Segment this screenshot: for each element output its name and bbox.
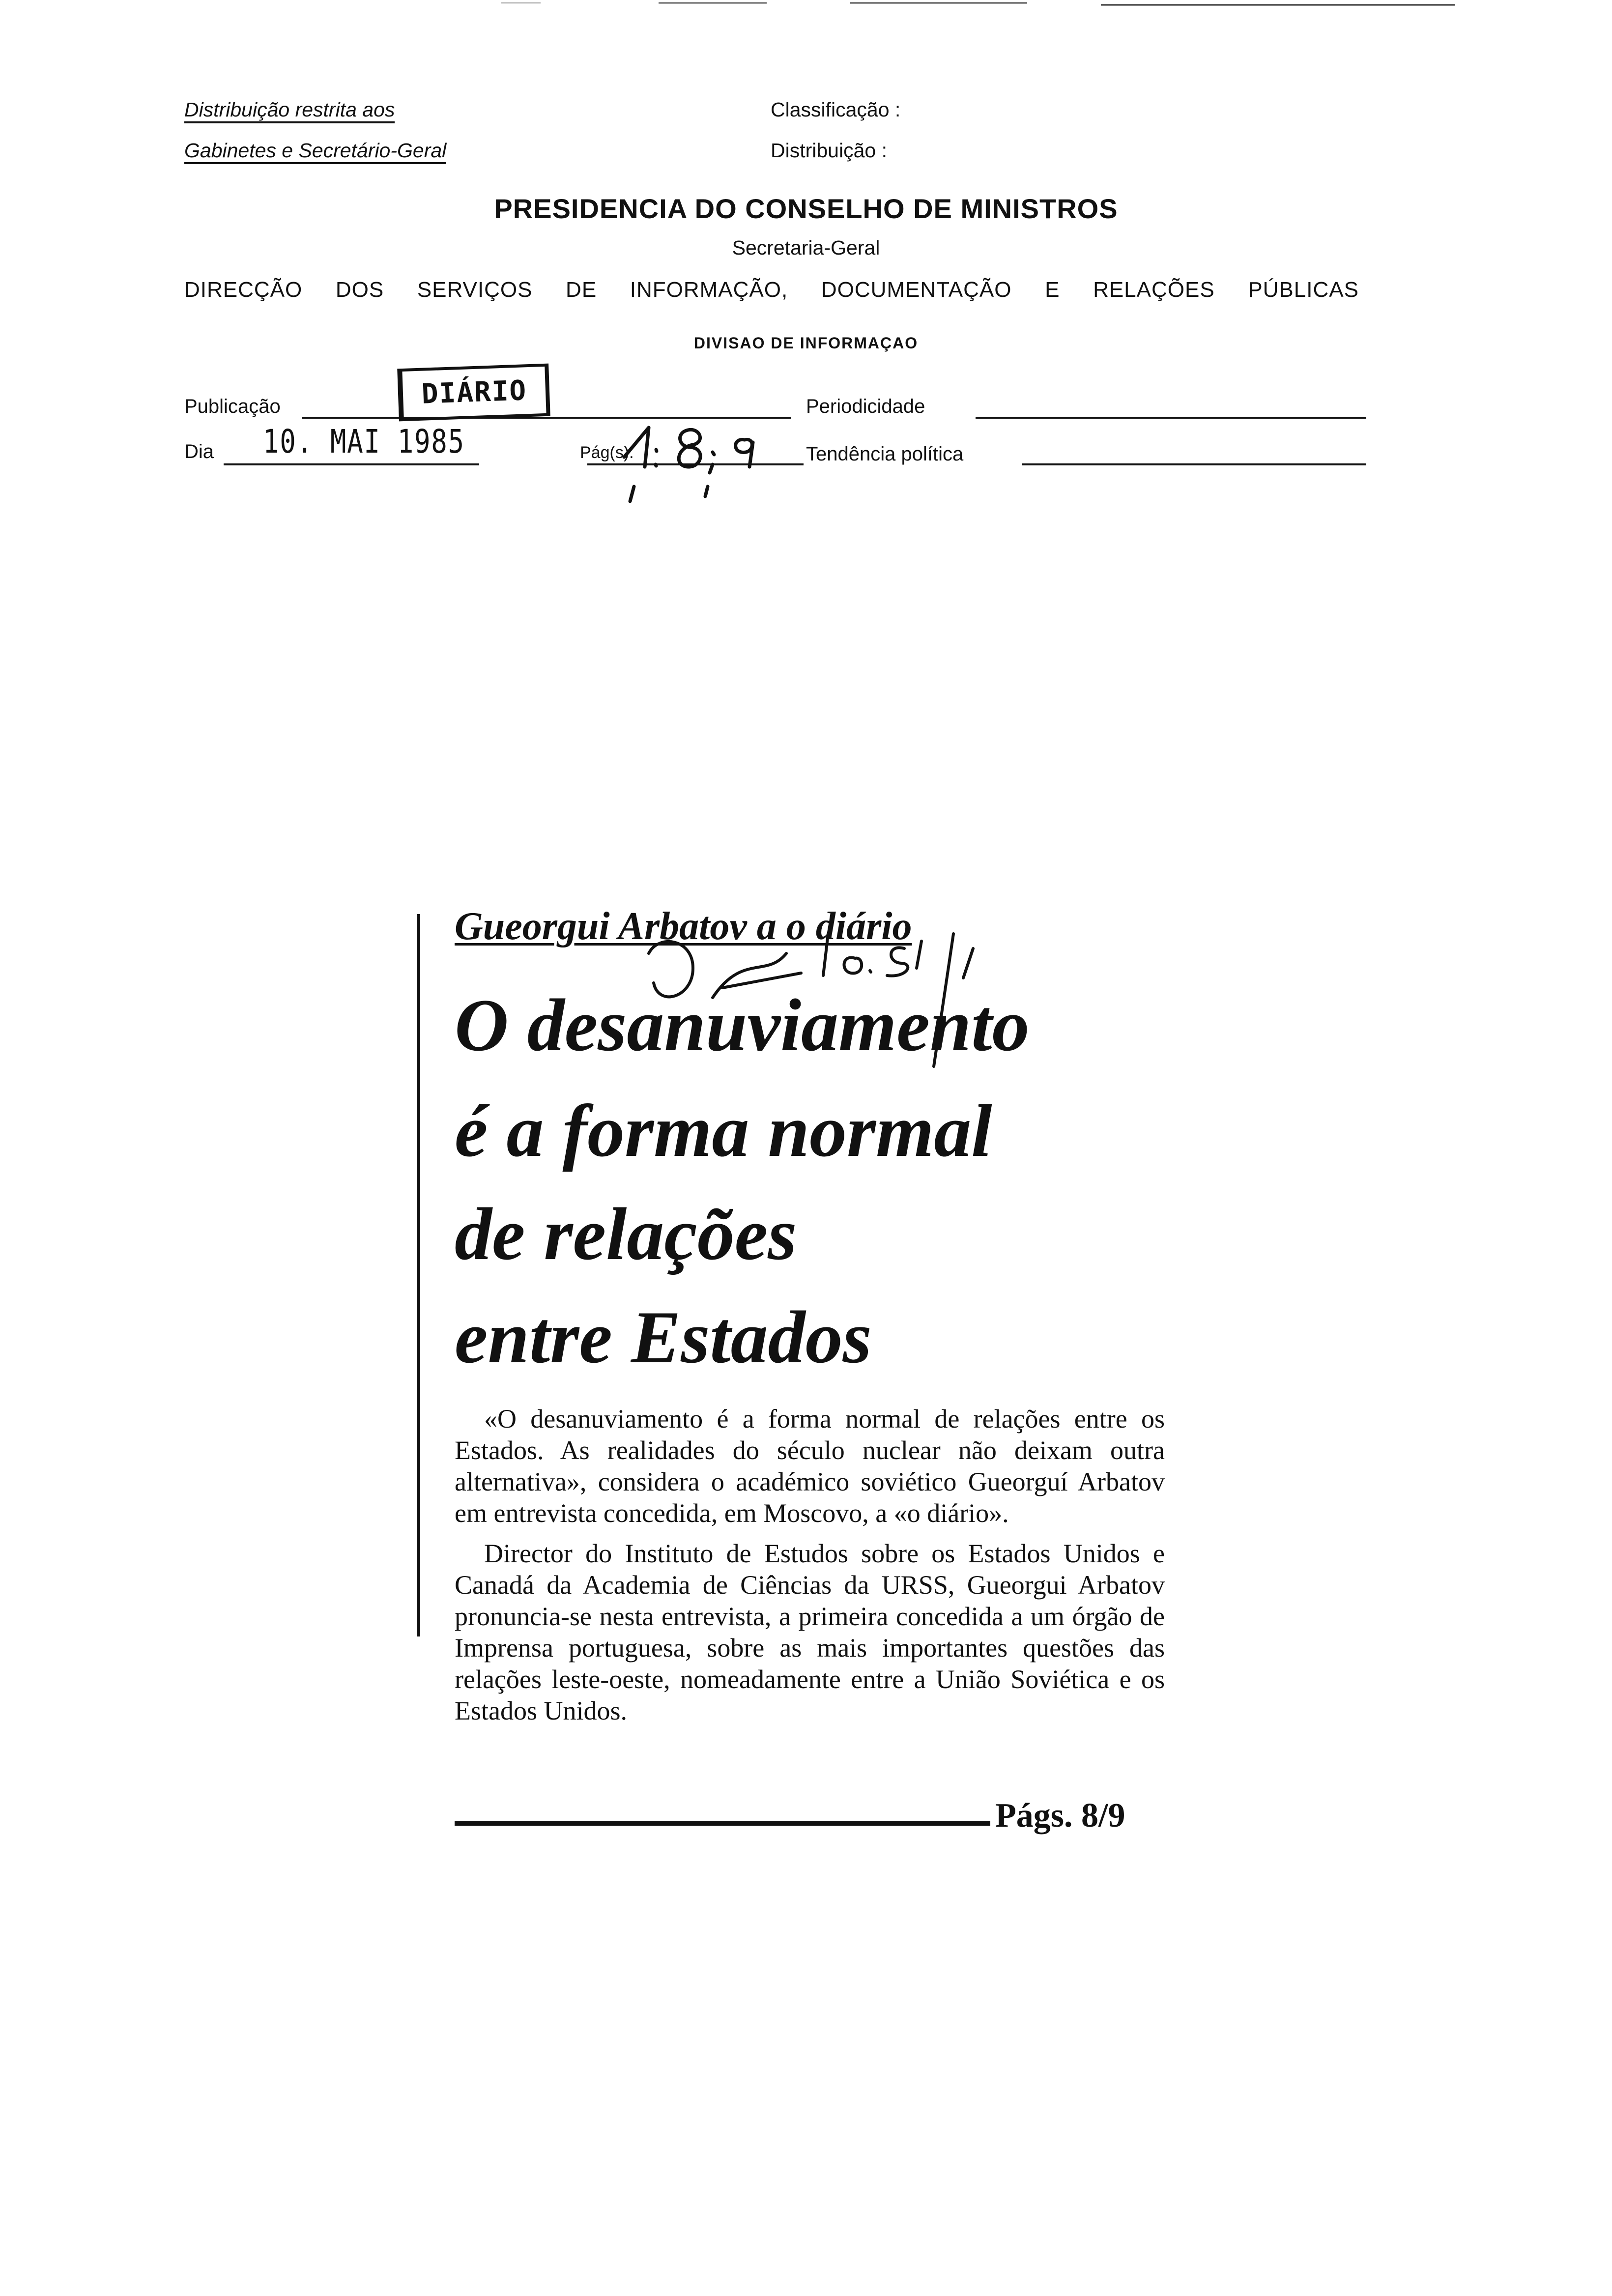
pags-label: Pág(s). xyxy=(580,443,634,462)
dia-fill-line xyxy=(224,463,479,465)
distribution-restriction-line1: Distribuição restrita aos xyxy=(184,98,395,123)
publicacao-label: Publicação xyxy=(184,396,281,417)
dia-label: Dia xyxy=(184,441,214,462)
divisao-informacao: DIVISAO DE INFORMAÇAO xyxy=(693,334,919,352)
distribuicao-label: Distribuição : xyxy=(771,139,887,162)
article-body xyxy=(455,1403,1165,1726)
headline-line: O desanuviamento xyxy=(455,984,1030,1066)
direccao-word: PÚBLICAS xyxy=(1248,278,1359,302)
direccao-line xyxy=(184,278,1359,302)
headline-line: de relações xyxy=(455,1193,797,1275)
date-stamp: 10. MAI 1985 xyxy=(263,423,465,460)
handwritten-page-numbers xyxy=(614,418,791,506)
direccao-word: E xyxy=(1045,278,1060,302)
article-paragraph: Director do Instituto de Estudos sobre os Estados Unidos e Canadá da Academia de Ciências da URSS, Gueorgui Arbatov pronuncia-se nesta entrevista, a primeira concedida a um órgão de Imprensa portuguesa, sobre as mais importantes questões das relações leste-oeste, nomeadamente entre a União Soviética e os Estados Unidos. xyxy=(455,1539,1165,1725)
distribution-restriction-line2: Gabinetes e Secretário-Geral xyxy=(184,139,446,164)
direccao-word: DE xyxy=(566,278,597,302)
headline-line: entre Estados xyxy=(455,1296,872,1378)
clipping-margin-bar xyxy=(417,914,420,1636)
presidencia-title: PRESIDENCIA DO CONSELHO DE MINISTROS xyxy=(494,193,1118,224)
periodicidade-label: Periodicidade xyxy=(806,396,925,417)
article-paragraph: «O desanuviamento é a forma normal de relações entre os Estados. As realidades do século nuclear não deixam outra alternativa», considera o académico soviético Gueorguí Arbatov em entrevista concedida, em Moscovo, a «o diário». xyxy=(455,1404,1165,1528)
handwritten-annotation xyxy=(639,924,1032,1071)
pages-reference: Págs. 8/9 xyxy=(995,1797,1125,1835)
publicacao-stamp xyxy=(397,364,550,422)
direccao-word: DOS xyxy=(335,278,384,302)
classificacao-label: Classificação : xyxy=(771,98,901,121)
tendencia-fill-line xyxy=(1022,463,1366,465)
footer-rule xyxy=(455,1821,990,1826)
direccao-word: SERVIÇOS xyxy=(417,278,533,302)
publicacao-stamp-text: DIÁRIO xyxy=(421,374,528,410)
secretaria-geral: Secretaria-Geral xyxy=(732,236,880,259)
direccao-word: RELAÇÕES xyxy=(1093,278,1215,302)
tendencia-label: Tendência política xyxy=(806,443,964,465)
direccao-word: DIRECÇÃO xyxy=(184,278,303,302)
direccao-word: INFORMAÇÃO, xyxy=(630,278,788,302)
scan-edge-marks xyxy=(0,0,1612,15)
headline-line: é a forma normal xyxy=(455,1090,992,1172)
periodicidade-fill-line xyxy=(976,417,1366,419)
article-kicker: Gueorgui Arbatov a o diário xyxy=(455,905,912,948)
direccao-word: DOCUMENTAÇÃO xyxy=(821,278,1012,302)
